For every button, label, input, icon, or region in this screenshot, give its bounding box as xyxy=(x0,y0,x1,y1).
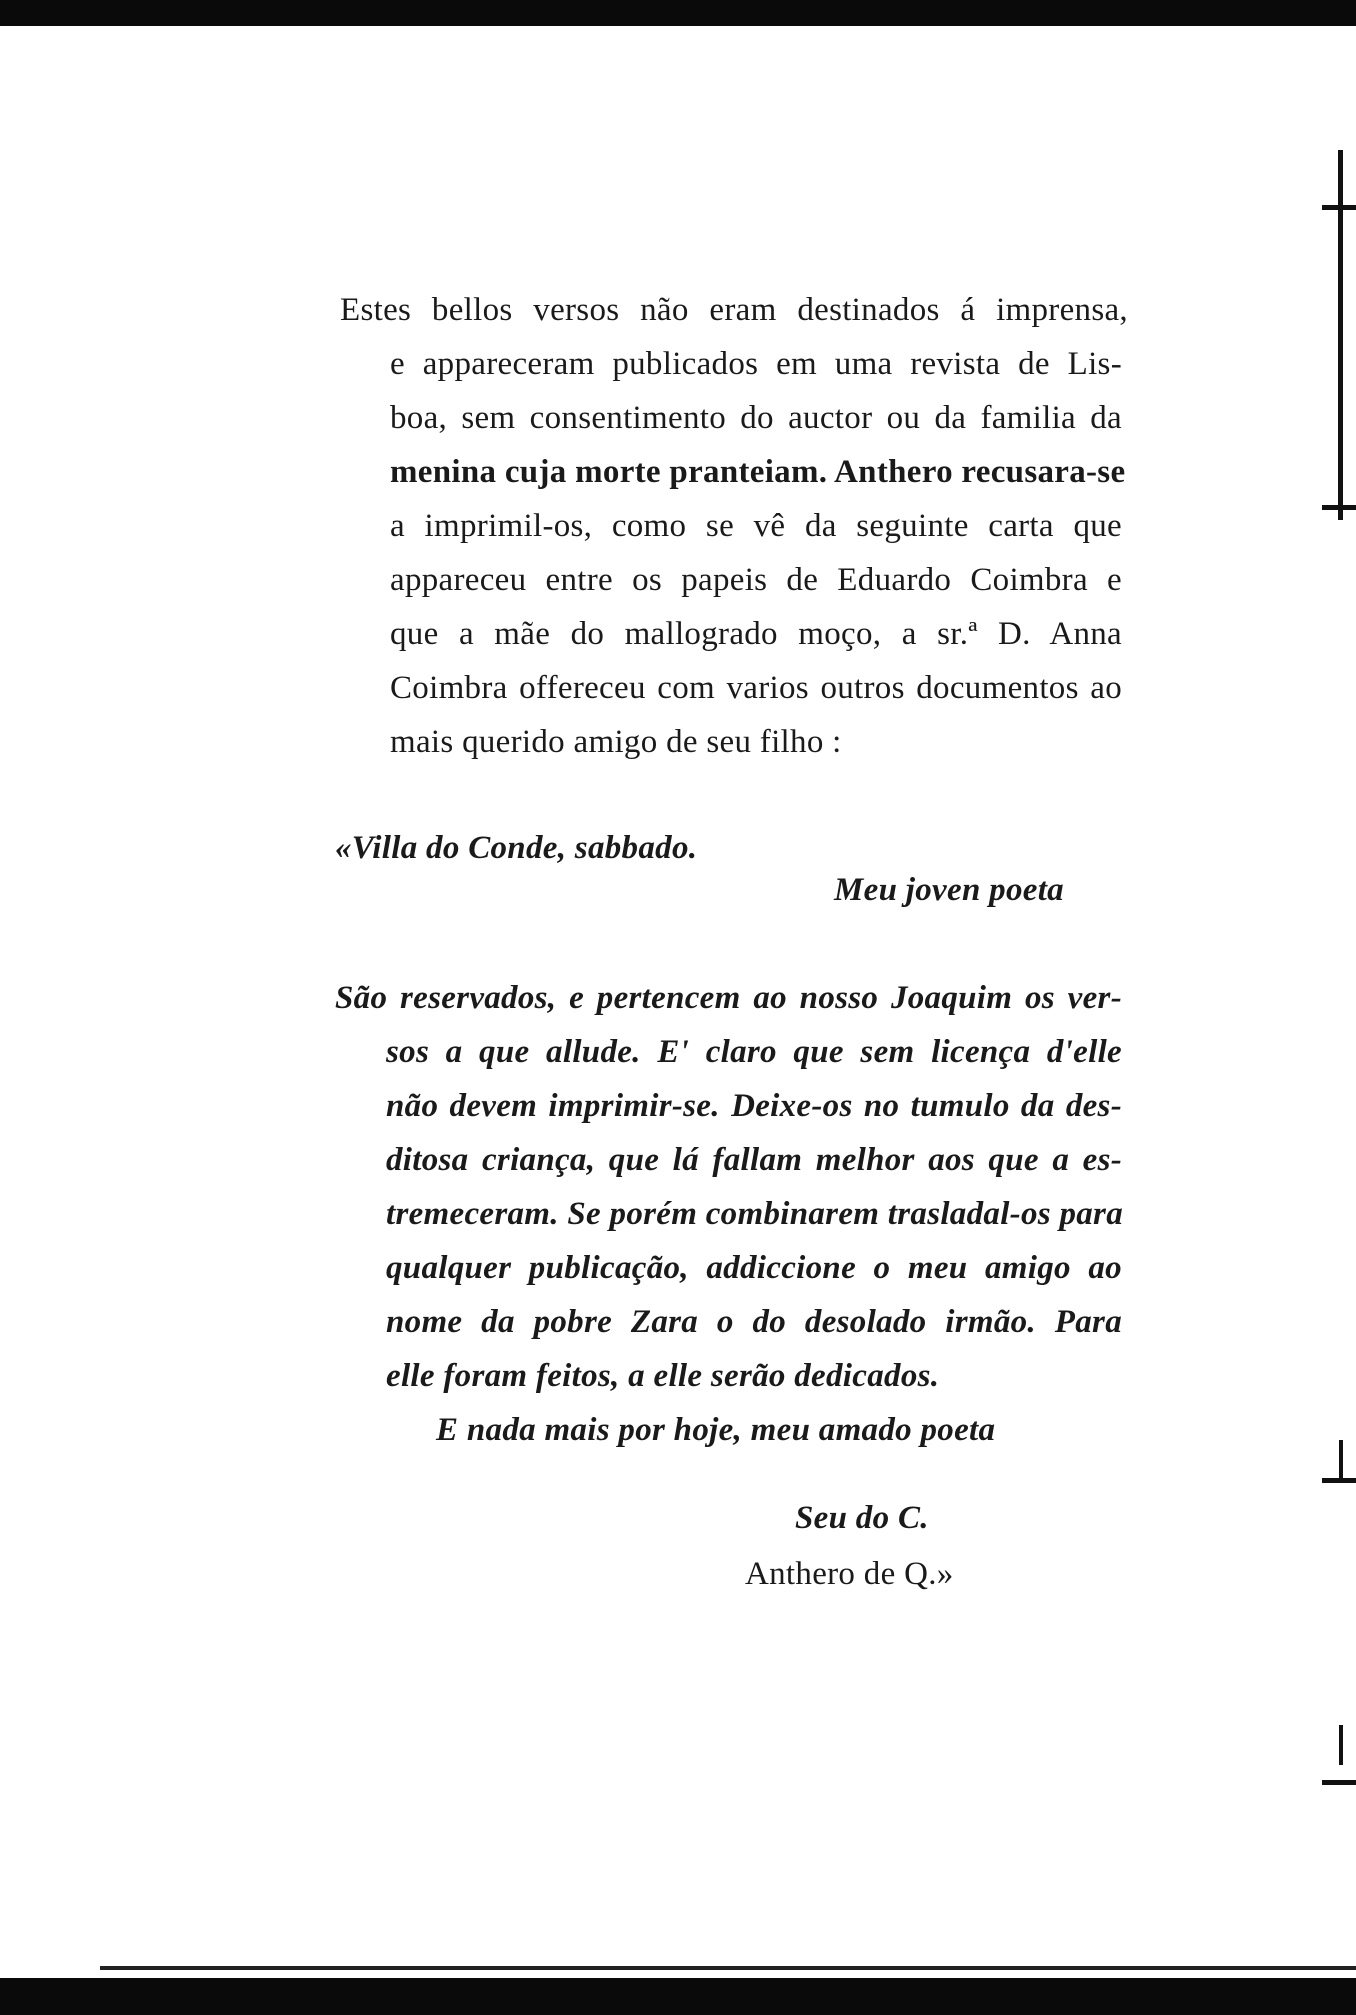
intro-line: Coimbra offereceu com varios outros documentos ao xyxy=(390,670,1122,706)
margin-tick xyxy=(1322,1780,1356,1785)
letter-line: não devem imprimir-se. Deixe-os no tumulo da des- xyxy=(386,1088,1122,1124)
letter-closing: Seu do C. xyxy=(795,1500,929,1536)
letter-signature: Anthero de Q.» xyxy=(745,1556,954,1592)
bottom-scan-line xyxy=(100,1966,1356,1970)
letter-dateline: «Villa do Conde, sabbado. xyxy=(335,830,698,866)
letter-line: nome da pobre Zara o do desolado irmão. Para xyxy=(386,1304,1122,1340)
letter-salutation: Meu joven poeta xyxy=(834,872,1064,908)
letter-line: São reservados, e pertencem ao nosso Joaquim os ver- xyxy=(335,980,1122,1016)
letter-line: E nada mais por hoje, meu amado poeta xyxy=(436,1412,996,1448)
top-scan-border xyxy=(0,0,1356,26)
intro-line: e appareceram publicados em uma revista de Lis- xyxy=(390,346,1122,382)
intro-line: Estes bellos versos não eram destinados á imprensa, xyxy=(340,292,1128,328)
intro-line: menina cuja morte pranteiam. Anthero recusara-se xyxy=(390,454,1126,490)
intro-line: boa, sem consentimento do auctor ou da familia da xyxy=(390,400,1122,436)
letter-line: tremeceram. Se porém combinarem trasladal-os para xyxy=(386,1196,1123,1232)
margin-tick xyxy=(1339,1440,1343,1480)
letter-line: elle foram feitos, a elle serão dedicados. xyxy=(386,1358,940,1394)
intro-line: mais querido amigo de seu filho : xyxy=(390,724,842,760)
bottom-scan-border xyxy=(0,1978,1356,2015)
margin-tick xyxy=(1322,505,1356,510)
letter-line: ditosa criança, que lá fallam melhor aos que a es- xyxy=(386,1142,1122,1178)
margin-tick xyxy=(1339,1725,1343,1765)
intro-line: que a mãe do mallogrado moço, a sr.ª D. Anna xyxy=(390,616,1122,652)
intro-line: appareceu entre os papeis de Eduardo Coimbra e xyxy=(390,562,1122,598)
intro-line: a imprimil-os, como se vê da seguinte carta que xyxy=(390,508,1122,544)
letter-line: qualquer publicação, addiccione o meu amigo ao xyxy=(386,1250,1122,1286)
margin-tick xyxy=(1322,205,1356,210)
margin-tick xyxy=(1322,1478,1356,1483)
letter-line: sos a que allude. E' claro que sem licença d'elle xyxy=(386,1034,1122,1070)
